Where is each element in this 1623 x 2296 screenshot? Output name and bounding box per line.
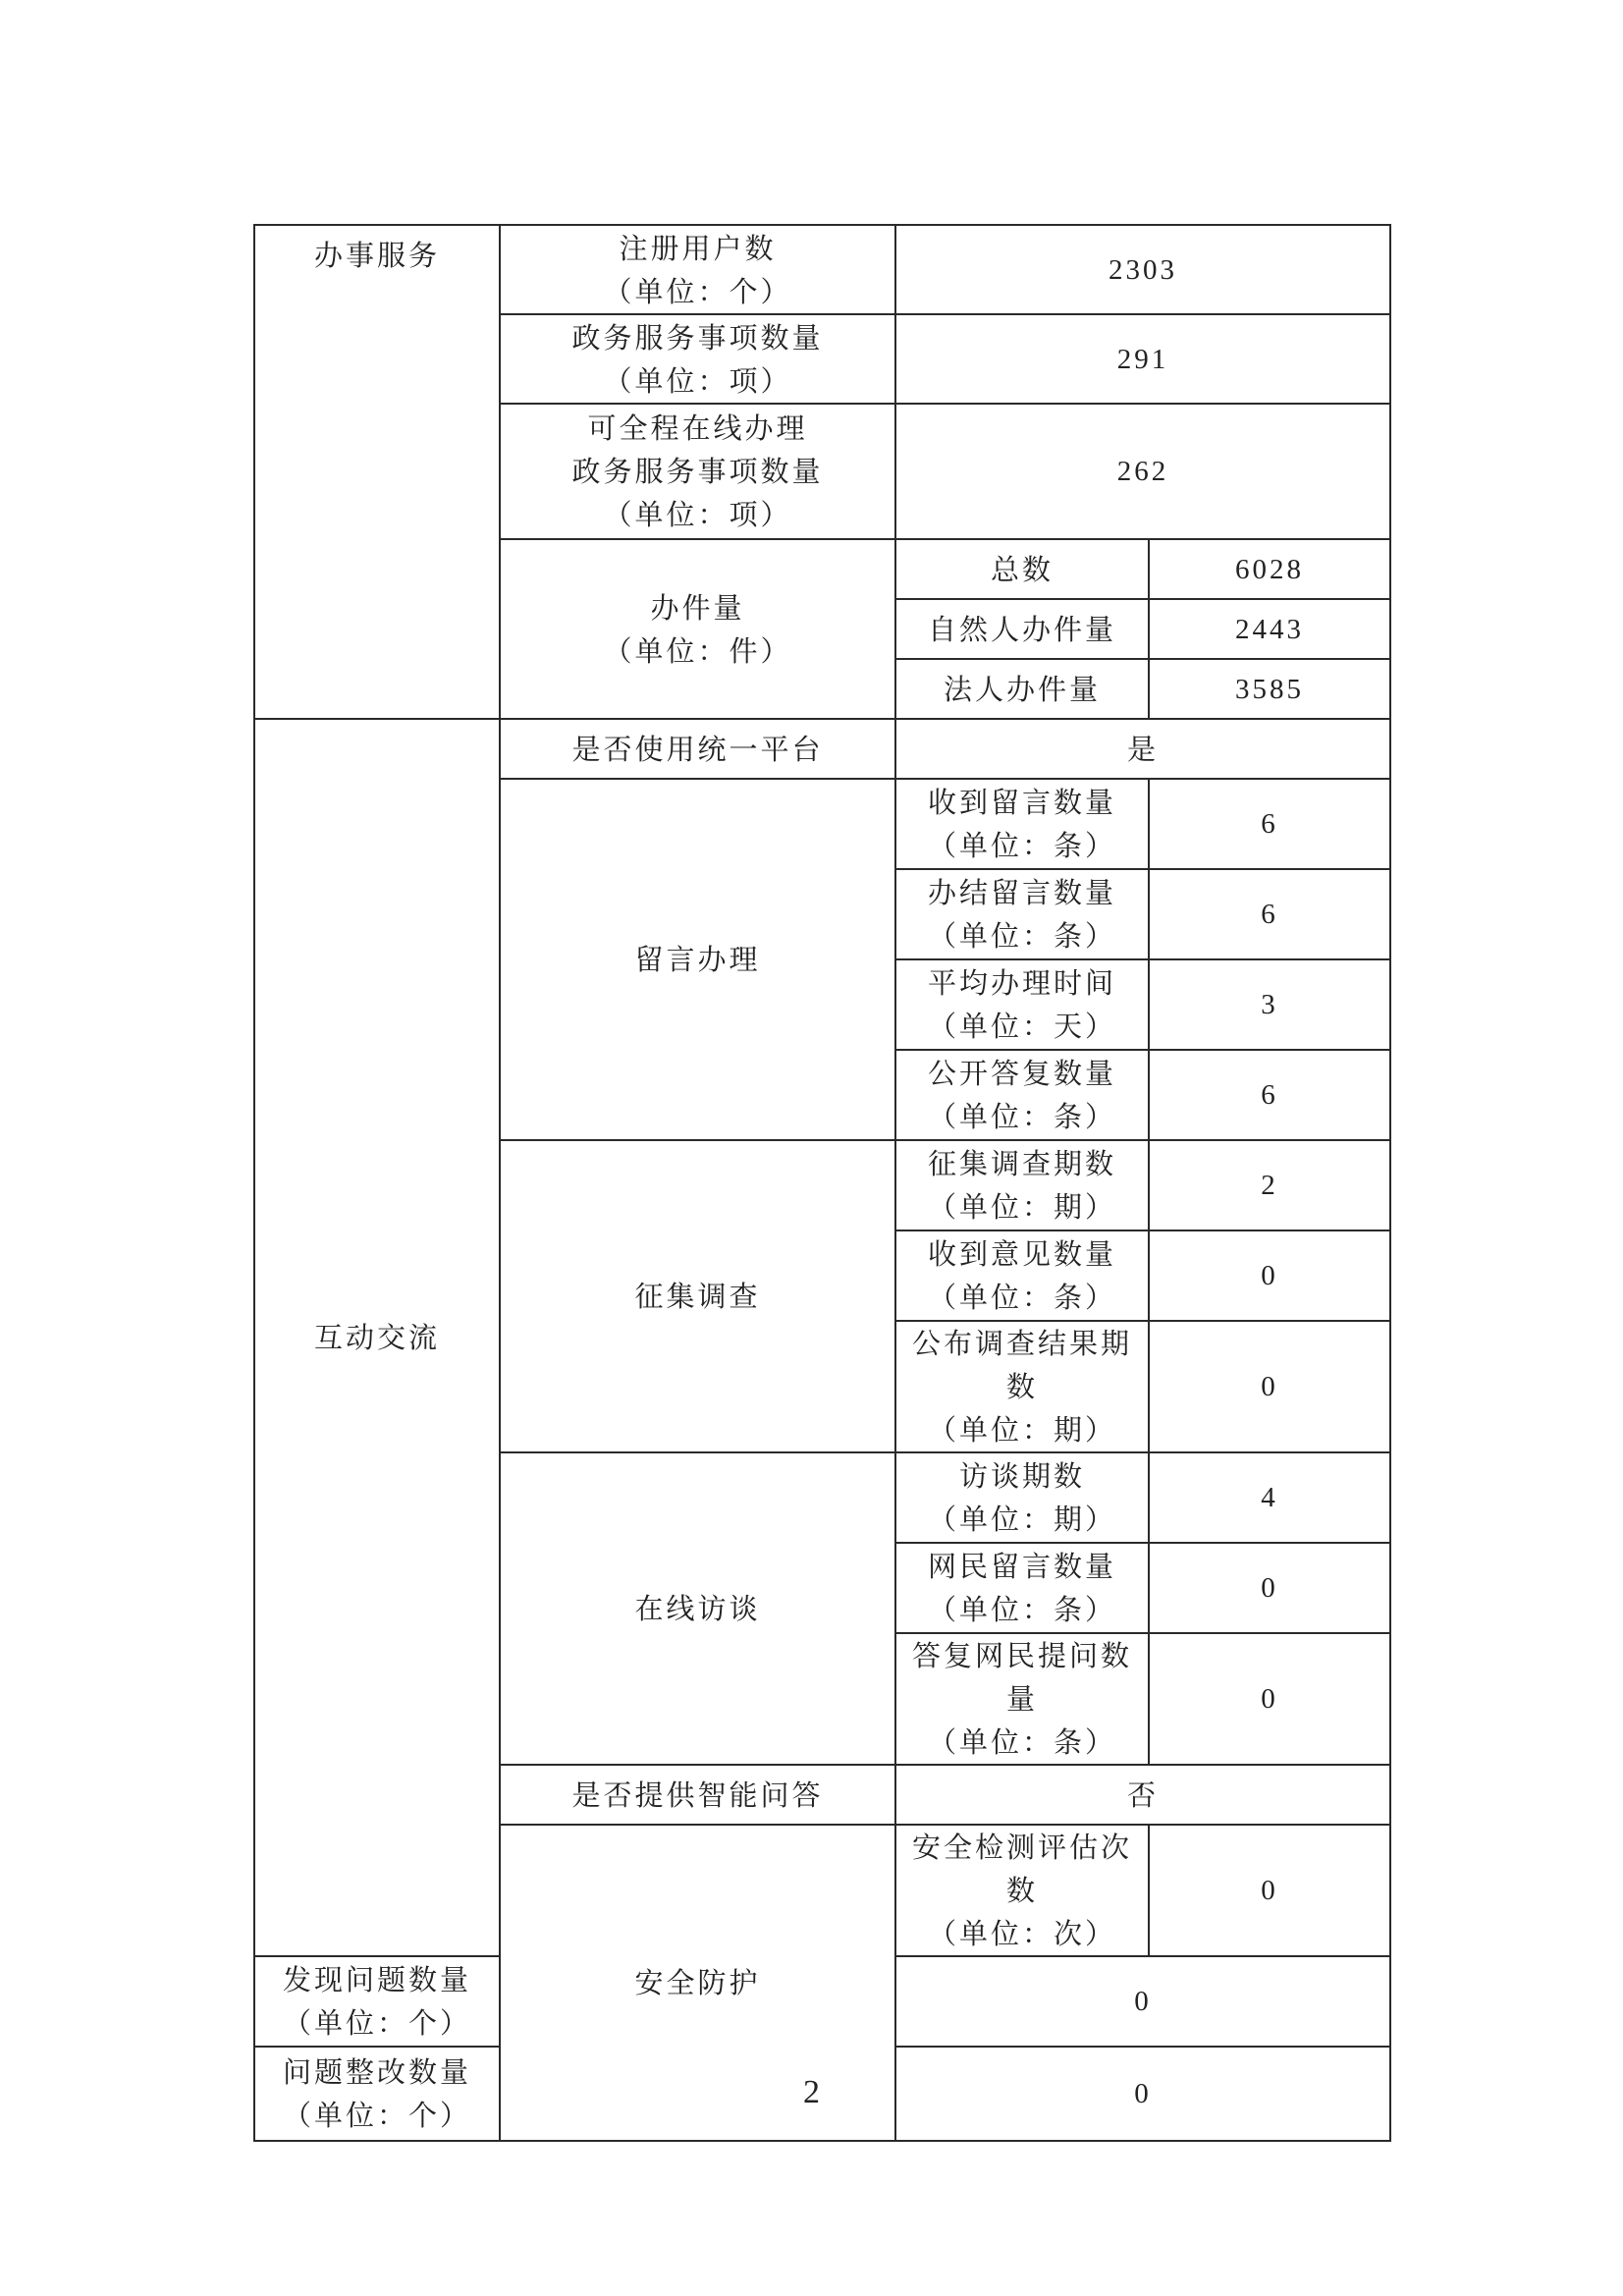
row-label — [500, 539, 895, 719]
label-text: 答复网民提问数量 — [911, 1639, 1132, 1716]
label-text: 政务服务事项数量 — [571, 320, 824, 355]
label-text: 安全检测评估次数 — [911, 1831, 1132, 1907]
unit-text: （单位：条） — [927, 829, 1116, 862]
value-cell: 6 — [1149, 1050, 1390, 1140]
label-text: 公开答复数量 — [927, 1057, 1116, 1090]
label-text: 收到意见数量 — [927, 1237, 1116, 1271]
value-cell: 0 — [1149, 1825, 1390, 1956]
row-label — [500, 314, 895, 404]
value-cell: 2443 — [1149, 599, 1390, 659]
value-cell: 6 — [1149, 869, 1390, 959]
sub-label — [895, 1140, 1149, 1230]
value-cell: 3585 — [1149, 659, 1390, 719]
value-cell: 0 — [895, 2047, 1390, 2141]
sub-label: 法人办件量 — [895, 659, 1149, 719]
table-row — [254, 719, 1390, 779]
row-label: 是否提供智能问答 — [500, 1765, 895, 1825]
label-text: 办件量 — [650, 590, 745, 625]
group-label: 征集调查 — [500, 1140, 895, 1452]
sub-label — [895, 1050, 1149, 1140]
value-cell: 3 — [1149, 959, 1390, 1050]
label-text: 问题整改数量 — [282, 2055, 471, 2089]
unit-text: （单位：个） — [282, 2006, 471, 2040]
value-cell: 0 — [1149, 1230, 1390, 1321]
sub-label — [895, 1230, 1149, 1321]
value-cell: 4 — [1149, 1452, 1390, 1543]
sub-label: 自然人办件量 — [895, 599, 1149, 659]
row-label — [500, 404, 895, 539]
value-cell: 0 — [895, 1956, 1390, 2047]
label-text: 政务服务事项数量 — [571, 455, 824, 488]
value-cell: 262 — [895, 404, 1390, 539]
row-label — [254, 1956, 500, 2047]
row-label: 是否使用统一平台 — [500, 719, 895, 779]
label-text: 平均办理时间 — [927, 966, 1116, 1000]
sub-label: 总数 — [895, 539, 1149, 599]
sub-label — [895, 1543, 1149, 1633]
value-cell: 291 — [895, 314, 1390, 404]
unit-text: （单位：个） — [603, 274, 792, 308]
unit-text: （单位：条） — [927, 1593, 1116, 1626]
sub-label — [895, 1321, 1149, 1452]
sub-label — [895, 959, 1149, 1050]
unit-text: （单位：期） — [927, 1413, 1116, 1447]
value-cell: 6028 — [1149, 539, 1390, 599]
group-label: 留言办理 — [500, 779, 895, 1140]
label-text: 注册用户数 — [619, 231, 777, 265]
value-cell: 2 — [1149, 1140, 1390, 1230]
sub-label — [895, 1633, 1149, 1765]
unit-text: （单位：条） — [927, 1100, 1116, 1133]
label-text: 访谈期数 — [958, 1459, 1085, 1493]
page-number: 2 — [803, 2074, 820, 2110]
unit-text: （单位：条） — [927, 919, 1116, 953]
unit-text: （单位：次） — [927, 1917, 1116, 1950]
sub-label — [895, 779, 1149, 869]
label-text: 公布调查结果期数 — [911, 1327, 1132, 1403]
unit-text: （单位：项） — [603, 498, 792, 531]
value-cell: 2303 — [895, 225, 1390, 314]
section-banshi-title: 办事服务 — [254, 225, 500, 719]
table-row — [254, 225, 1390, 314]
sub-label — [895, 1452, 1149, 1543]
value-cell: 0 — [1149, 1543, 1390, 1633]
unit-text: （单位：条） — [927, 1281, 1116, 1314]
section-anquan-title: 安全防护 — [500, 1825, 895, 2141]
row-label — [895, 1825, 1149, 1956]
value-cell: 0 — [1149, 1633, 1390, 1765]
unit-text: （单位：个） — [282, 2099, 471, 2132]
sub-label — [895, 869, 1149, 959]
label-text: 可全程在线办理 — [587, 411, 808, 445]
value-cell: 0 — [1149, 1321, 1390, 1452]
label-text: 收到留言数量 — [927, 786, 1116, 819]
unit-text: （单位：件） — [603, 633, 792, 668]
unit-text: （单位：期） — [927, 1503, 1116, 1536]
label-text: 发现问题数量 — [282, 1963, 471, 1996]
statistics-table — [253, 224, 1391, 2142]
value-cell: 否 — [895, 1765, 1390, 1825]
row-label — [500, 225, 895, 314]
section-hudong-title: 互动交流 — [254, 719, 500, 1956]
group-label: 在线访谈 — [500, 1452, 895, 1765]
label-text: 网民留言数量 — [927, 1550, 1116, 1583]
label-text: 办结留言数量 — [927, 876, 1116, 909]
unit-text: （单位：条） — [927, 1725, 1116, 1759]
label-text: 征集调查期数 — [927, 1147, 1116, 1180]
value-cell: 6 — [1149, 779, 1390, 869]
unit-text: （单位：期） — [927, 1190, 1116, 1224]
unit-text: （单位：天） — [927, 1010, 1116, 1043]
value-cell: 是 — [895, 719, 1390, 779]
unit-text: （单位：项） — [603, 363, 792, 398]
